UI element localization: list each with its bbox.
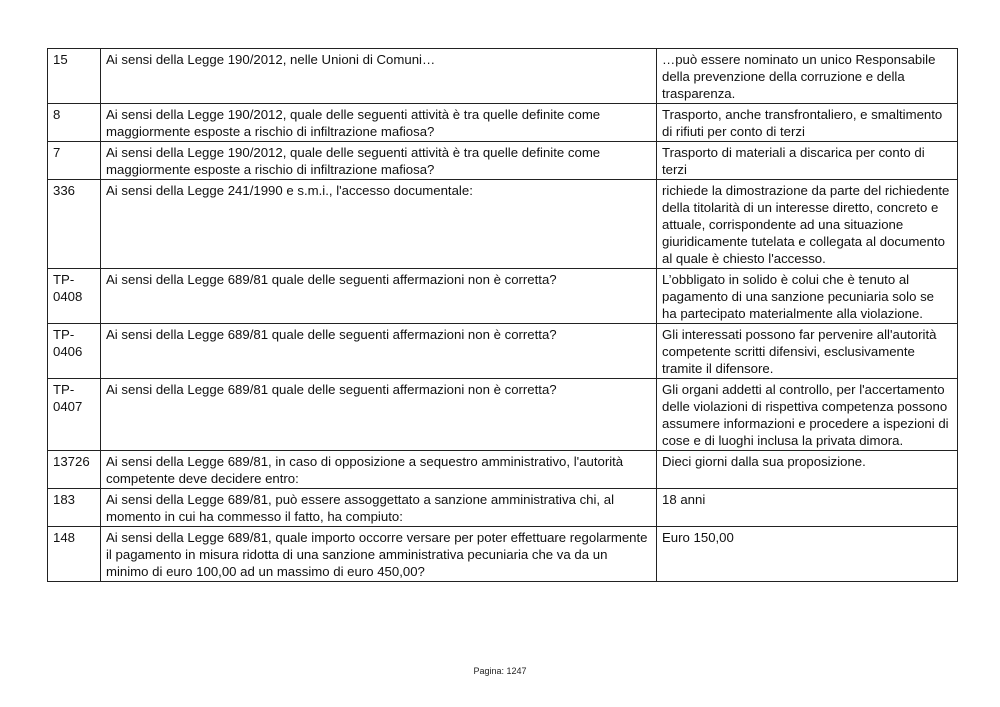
question-text: Ai sensi della Legge 689/81, può essere assoggettato a sanzione amministrativa chi, al momento in cui ha commesso il fatto, ha compiuto: (101, 489, 657, 527)
question-id: 336 (48, 180, 101, 269)
question-text: Ai sensi della Legge 689/81 quale delle seguenti affermazioni non è corretta? (101, 269, 657, 324)
question-id: TP-0406 (48, 324, 101, 379)
question-text: Ai sensi della Legge 689/81 quale delle seguenti affermazioni non è corretta? (101, 379, 657, 451)
table-row (48, 142, 958, 180)
question-text: Ai sensi della Legge 190/2012, nelle Unioni di Comuni… (101, 49, 657, 104)
answer-text: Dieci giorni dalla sua proposizione. (657, 451, 958, 489)
table-row (48, 527, 958, 582)
question-text: Ai sensi della Legge 689/81, quale importo occorre versare per poter effettuare regolarmente il pagamento in misura ridotta di una sanzione amministrativa pecuniaria che va da un minimo di euro 100,00 ad un massimo di euro 450,00? (101, 527, 657, 582)
answer-text: L’obbligato in solido è colui che è tenuto al pagamento di una sanzione pecuniaria solo se ha partecipato materialmente alla violazione. (657, 269, 958, 324)
question-id: 13726 (48, 451, 101, 489)
answer-text: Trasporto di materiali a discarica per conto di terzi (657, 142, 958, 180)
answer-text: richiede la dimostrazione da parte del richiedente della titolarità di un interesse diretto, concreto e attuale, corrispondente ad una situazione giuridicamente tutelata e collegata al documento al quale è chiesto l'accesso. (657, 180, 958, 269)
answer-text: …può essere nominato un unico Responsabile della prevenzione della corruzione e della trasparenza. (657, 49, 958, 104)
answer-text: Trasporto, anche transfrontaliero, e smaltimento di rifiuti per conto di terzi (657, 104, 958, 142)
question-id: 148 (48, 527, 101, 582)
question-id: 8 (48, 104, 101, 142)
table-row (48, 180, 958, 269)
question-id: 7 (48, 142, 101, 180)
page-number: Pagina: 1247 (473, 666, 527, 676)
table-row (48, 379, 958, 451)
question-text: Ai sensi della Legge 689/81, in caso di opposizione a sequestro amministrativo, l'autorità competente deve decidere entro: (101, 451, 657, 489)
answer-text: Gli interessati possono far pervenire all'autorità competente scritti difensivi, esclusivamente tramite il difensore. (657, 324, 958, 379)
question-id: 183 (48, 489, 101, 527)
table-row (48, 489, 958, 527)
question-text: Ai sensi della Legge 190/2012, quale delle seguenti attività è tra quelle definite come maggiormente esposte a rischio di infiltrazione mafiosa? (101, 104, 657, 142)
table-row (48, 451, 958, 489)
question-id: TP-0407 (48, 379, 101, 451)
answer-text: 18 anni (657, 489, 958, 527)
question-id: TP-0408 (48, 269, 101, 324)
table-row (48, 324, 958, 379)
question-text: Ai sensi della Legge 241/1990 e s.m.i., l'accesso documentale: (101, 180, 657, 269)
question-text: Ai sensi della Legge 689/81 quale delle seguenti affermazioni non è corretta? (101, 324, 657, 379)
answer-text: Gli organi addetti al controllo, per l'accertamento delle violazioni di rispettiva competenza possono assumere informazioni e procedere a ispezioni di cose e di luoghi inclusa la privata dimora. (657, 379, 958, 451)
question-table (47, 48, 958, 582)
question-text: Ai sensi della Legge 190/2012, quale delle seguenti attività è tra quelle definite come maggiormente esposte a rischio di infiltrazione mafiosa? (101, 142, 657, 180)
table-row (48, 104, 958, 142)
table-row (48, 269, 958, 324)
question-id: 15 (48, 49, 101, 104)
table-row (48, 49, 958, 104)
answer-text: Euro 150,00 (657, 527, 958, 582)
